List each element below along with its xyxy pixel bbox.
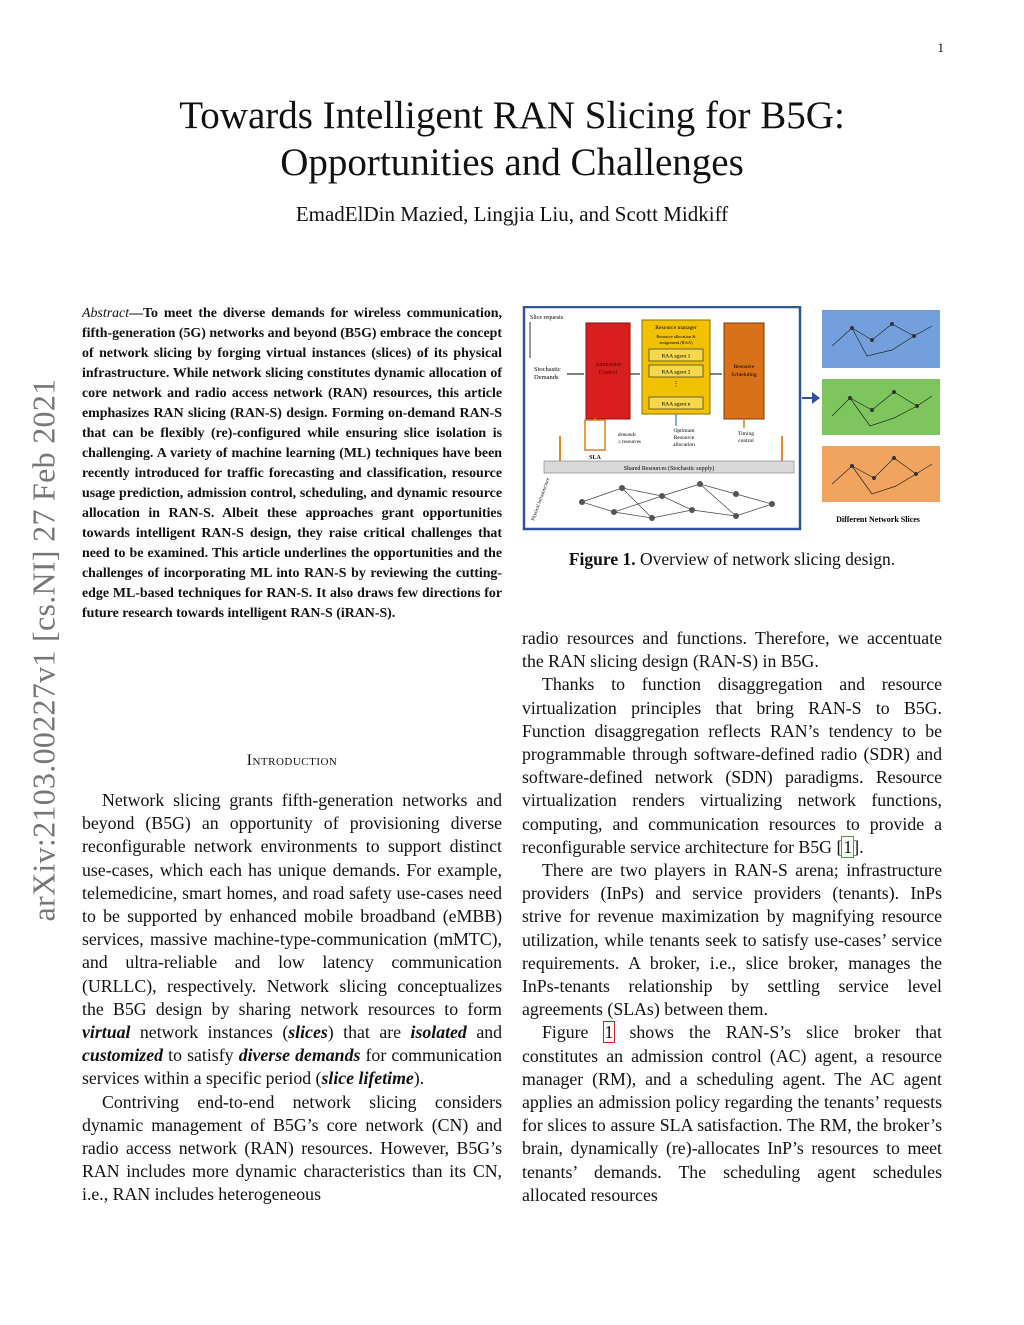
page-number: 1 — [937, 40, 944, 55]
resource-scheduling-box — [724, 323, 764, 419]
svg-text:≤ resources: ≤ resources — [618, 440, 641, 445]
emphasis-virtual: virtual — [82, 1022, 131, 1043]
svg-text:assignment (RAA): assignment (RAA) — [659, 340, 693, 345]
right-column-body — [522, 627, 942, 1207]
emphasis-slices: slices — [288, 1022, 328, 1043]
intro-paragraph-2: Contriving end-to-end network slicing considers dynamic management of B5G’s core network (CN) and radio access network (RAN) resources. However, B5G’s RAN includes more dynamic characteristics than its CN, i.e., RAN includes heterogeneous — [82, 1091, 502, 1205]
title-line-1: Towards Intelligent RAN Slicing for B5G: — [179, 94, 845, 137]
slice-orange — [822, 446, 940, 502]
label-slice-requests: Slice requests — [530, 315, 564, 321]
title-line-2: Opportunities and Challenges — [280, 141, 744, 184]
svg-text:Optimum: Optimum — [673, 428, 695, 434]
figure-1-caption: Figure 1. Overview of network slicing design. — [568, 549, 896, 569]
abstract — [82, 304, 502, 624]
svg-text:allocation: allocation — [673, 442, 695, 448]
label-stochastic: Stochastic — [534, 366, 561, 373]
arxiv-watermark: arXiv:2103.00227v1 [cs.NI] 27 Feb 2021 — [25, 378, 62, 922]
section-heading-introduction: Introduction — [246, 752, 338, 769]
right-paragraph-3: Figure 1 shows the RAN-S’s slice broker that constitutes an admission control (AC) agent, a resource manager (RM), and a scheduling agent. The AC agent applies an admission policy regarding the tenants’ requests for slices to assure SLA satisfaction. The RM, the broker’s brain, dynamically (re)-allocates InP’s resources to meet tenants’ demands. The scheduling agent schedules allocated resources — [522, 1022, 942, 1205]
svg-text:demands: demands — [618, 433, 636, 438]
svg-text:Physical infrastructure: Physical infrastructure — [531, 477, 552, 522]
slice-green — [822, 379, 940, 435]
svg-text:Control: Control — [598, 370, 618, 376]
svg-text:Resource manager: Resource manager — [655, 325, 697, 331]
label-demands: Demands — [534, 374, 559, 381]
abstract-lead: Abstract — [82, 306, 130, 321]
svg-text:Scheduling: Scheduling — [731, 372, 757, 378]
svg-text:Admission: Admission — [594, 362, 622, 368]
right-paragraph-2: There are two players in RAN-S arena; infrastructure providers (InPs) and service providers (tenants). InPs strive for revenue maximization by magnifying resource utilization, while tenants seek to satisfy use-cases’ service requirements. A broker, i.e., slice broker, manages the InPs-tenants relationship by settling service level agreements (SLAs) between them. — [522, 860, 942, 1020]
raa-agent-1: RAA agent 1 — [661, 353, 691, 360]
svg-text:control: control — [738, 438, 754, 444]
right-paragraph-1: Thanks to function disaggregation and resource virtualization principles that bring RAN-S to B5G. Function disaggregation reflects RAN’s tendency to be programmable through software-defined radio (SDR) and software-defined network (SDN) paradigms. Resource virtualization renders virtualizing network functions, computing, and communication resources to provide a reconfigurable service architecture for B5G [1]. — [522, 674, 942, 857]
raa-agent-2: RAA agent 2 — [661, 369, 691, 376]
emphasis-isolated: isolated — [410, 1022, 467, 1043]
figure-ref-link-1[interactable]: 1 — [604, 1022, 614, 1043]
svg-text:Resource allocation &: Resource allocation & — [656, 334, 696, 339]
emphasis-slice-lifetime: slice lifetime — [321, 1068, 414, 1089]
emphasis-diverse-demands: diverse demands — [238, 1045, 361, 1066]
svg-text:Resource: Resource — [733, 364, 755, 370]
author-list: EmadElDin Mazied, Lingjia Liu, and Scott Midkiff — [295, 202, 729, 226]
intro-paragraph-1: Network slicing grants fifth-generation networks and beyond (B5G) an opportunity of provisioning diverse reconfigurable network environments to support distinct use-cases, which each has unique demands. For example, telemedicine, smart homes, and road safety use-cases need to be supported by enhanced mobile broadband (eMBB) services, massive machine-type-communication (mMTC), and ultra-reliable and low latency communication (URLLC), respectively. Network slicing conceptualizes the B5G design by sharing network resources to form virtual network instances (slices) that are isolated and customized to satisfy diverse demands for communication services within a specific period (slice lifetime). — [82, 790, 502, 1089]
svg-text:Resource: Resource — [673, 435, 695, 441]
emphasis-customized: customized — [82, 1045, 164, 1066]
svg-text:Shared Resources (Stochastic s: Shared Resources (Stochastic supply) — [623, 466, 715, 472]
citation-link-1[interactable]: 1 — [843, 836, 853, 857]
label-sla: SLA — [589, 455, 601, 461]
abstract-text: —To meet the diverse demands for wireless communication, fifth-generation (5G) networks and beyond (B5G) embrace the concept of network slicing by forging virtual instances (slices) of its physical infrastructure. While network slicing constitutes dynamic allocation of core network and radio access network (RAN) resources, this article emphasizes RAN slicing (RAN-S) design. Forming on-demand RAN-S that can be flexibly (re)-configured while ensuring slice isolation is challenging. A variety of machine learning (ML) techniques have been recently introduced for traffic forecasting and classification, resource usage prediction, admission control, scheduling, and dynamic resource allocation in RAN-S. Albeit these approaches grant opportunities towards intelligent RAN-S design, they raise critical challenges that need to be examined. This article underlines the opportunities and the challenges of incorporating ML into RAN-S by reviewing the cutting-edge ML-based techniques for RAN-S. It also draws few directions for future research towards intelligent RAN-S (iRAN-S). — [82, 306, 502, 621]
left-column-body — [82, 789, 502, 1207]
svg-text:Timing: Timing — [737, 431, 755, 437]
raa-agent-n: RAA agent n — [661, 401, 691, 408]
figure-1 — [522, 306, 942, 531]
paper-title — [0, 92, 1024, 186]
label-different-slices: Different Network Slices — [836, 515, 920, 524]
svg-text:⋮: ⋮ — [672, 380, 680, 388]
right-paragraph-0: radio resources and functions. Therefore, we accentuate the RAN slicing design (RAN-S) in B5G. — [522, 628, 942, 672]
